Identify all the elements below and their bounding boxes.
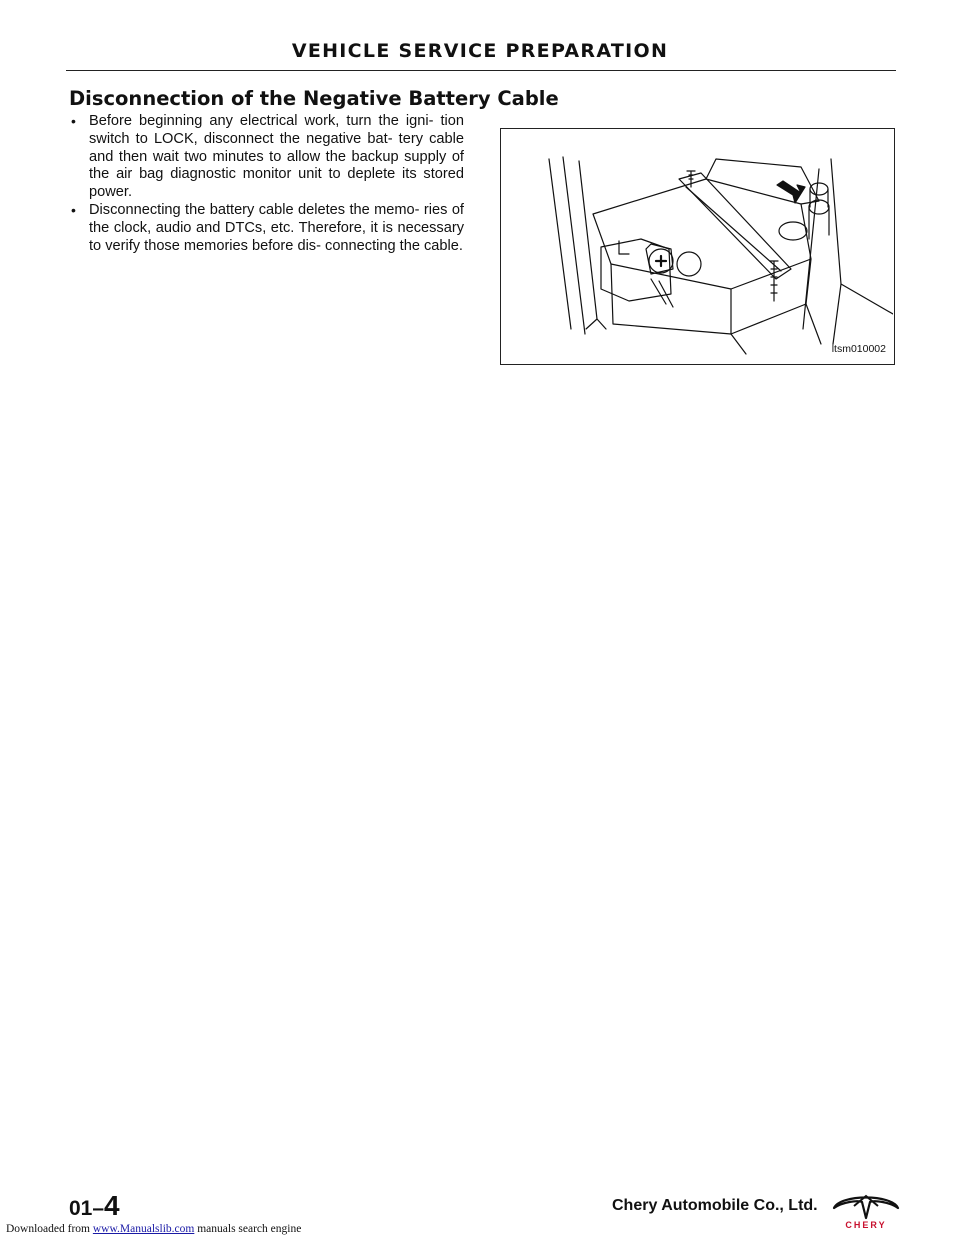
- instruction-text: Before beginning any electrical work, turn the igni- tion switch to LOCK, disconnect the negative bat- tery cable and then wait two minutes to allow the backup supply of the air bag diagnostic monitor unit to deplete its stored power.: [89, 113, 464, 201]
- page-number-prefix: 01–: [69, 1197, 105, 1220]
- download-notice: [6, 1223, 301, 1235]
- download-prefix: Downloaded from: [6, 1223, 93, 1235]
- header-divider: [66, 70, 896, 71]
- arrow-icon: [777, 181, 805, 203]
- battery-line-drawing: [501, 129, 893, 363]
- section-heading: Disconnection of the Negative Battery Cable: [69, 87, 559, 110]
- page-number: [69, 1190, 120, 1222]
- logo-wordmark: CHERY: [845, 1220, 887, 1230]
- bullet-icon: •: [71, 113, 76, 129]
- instruction-text: Disconnecting the battery cable deletes the memo- ries of the clock, audio and DTCs, etc. Therefore, it is necessary to verify those memories before dis- connecting the cable.: [89, 201, 464, 254]
- instruction-item: [69, 113, 464, 202]
- manualslib-link[interactable]: www.Manualslib.com: [92, 1223, 195, 1235]
- download-suffix: manuals search engine: [194, 1223, 302, 1235]
- battery-illustration: [500, 128, 895, 365]
- page-number-value: 4: [104, 1190, 120, 1221]
- company-name: Chery Automobile Co., Ltd.: [612, 1197, 818, 1214]
- figure-id-label: ltsm010002: [831, 343, 886, 355]
- bullet-icon: •: [71, 201, 76, 218]
- page-header-title: VEHICLE SERVICE PREPARATION: [291, 40, 669, 62]
- instruction-list: [69, 113, 464, 255]
- chery-logo-icon: [830, 1188, 902, 1222]
- instruction-item: [69, 202, 464, 255]
